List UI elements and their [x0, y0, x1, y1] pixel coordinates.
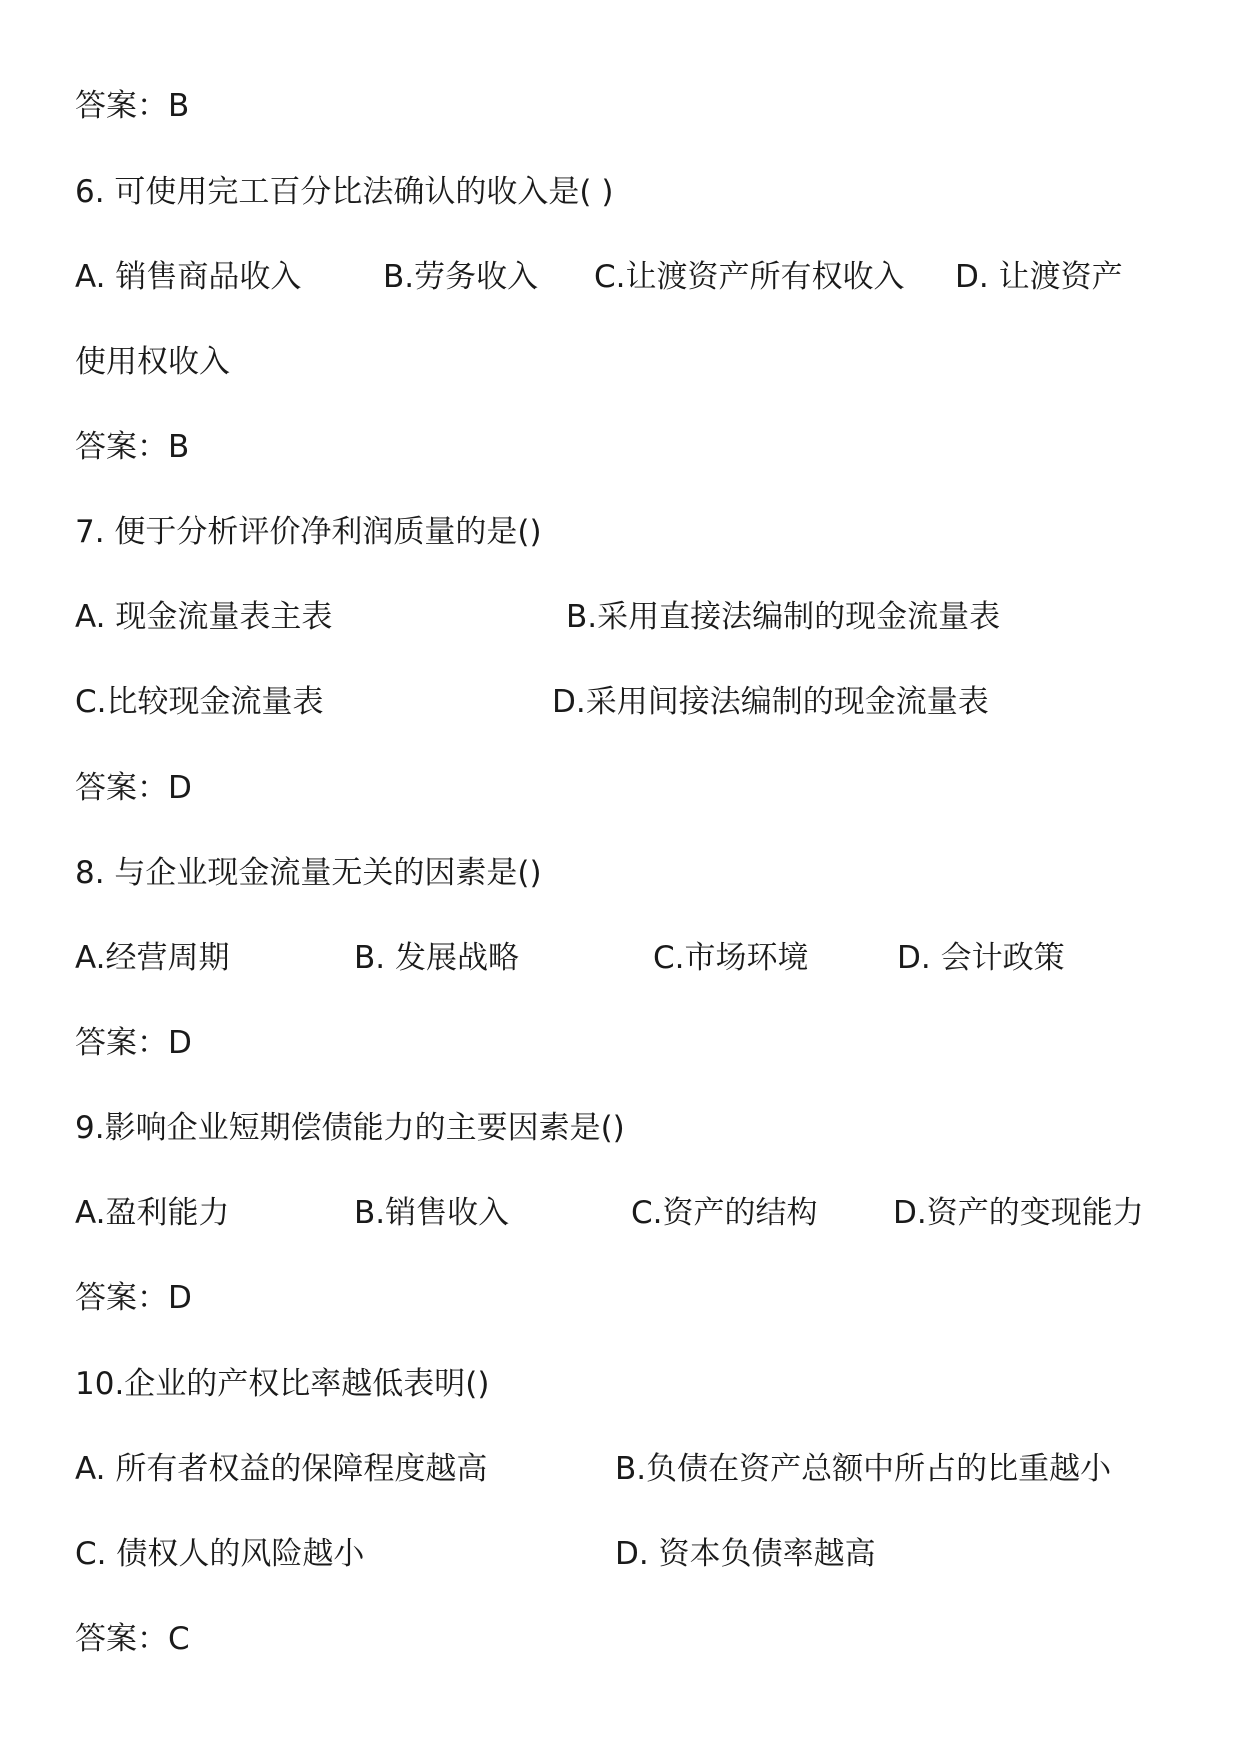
answer-q10: 答案：C	[75, 1621, 190, 1657]
question-7-options-row-2	[75, 682, 1175, 722]
option-d: D.资产的变现能力	[893, 1195, 1144, 1231]
option-a: A.盈利能力	[75, 1195, 230, 1231]
option-c: C. 债权人的风险越小	[75, 1536, 365, 1572]
option-c: C.资产的结构	[631, 1195, 818, 1231]
option-d: D. 会计政策	[897, 940, 1065, 976]
question-9-stem: 9.影响企业短期偿债能力的主要因素是()	[75, 1110, 625, 1146]
option-c: C.让渡资产所有权收入	[594, 259, 905, 295]
question-8-stem: 8. 与企业现金流量无关的因素是()	[75, 855, 542, 891]
question-7-stem: 7. 便于分析评价净利润质量的是()	[75, 514, 542, 550]
option-c: C.比较现金流量表	[75, 684, 324, 720]
question-10-options-row-2	[75, 1534, 1175, 1574]
question-6-stem: 6. 可使用完工百分比法确认的收入是( )	[75, 174, 614, 210]
option-d: D.采用间接法编制的现金流量表	[552, 684, 989, 720]
question-6-options	[75, 257, 1175, 297]
option-a: A. 现金流量表主表	[75, 599, 333, 635]
question-8-options	[75, 938, 1175, 978]
question-6-option-d-continuation: 使用权收入	[75, 344, 230, 380]
answer-q6: 答案：B	[75, 429, 190, 465]
answer-q8: 答案：D	[75, 1025, 192, 1061]
option-b: B. 发展战略	[354, 940, 519, 976]
option-a: A. 销售商品收入	[75, 259, 302, 295]
question-10-options-row-1	[75, 1449, 1175, 1489]
option-c: C.市场环境	[653, 940, 809, 976]
option-a: A. 所有者权益的保障程度越高	[75, 1451, 488, 1487]
option-b: B.采用直接法编制的现金流量表	[566, 599, 1001, 635]
question-9-options	[75, 1193, 1175, 1233]
question-7-options-row-1	[75, 597, 1175, 637]
option-b: B.劳务收入	[383, 259, 539, 295]
option-d: D. 资本负债率越高	[615, 1536, 876, 1572]
option-b: B.负债在资产总额中所占的比重越小	[615, 1451, 1112, 1487]
answer-q7: 答案：D	[75, 770, 192, 806]
question-10-stem: 10.企业的产权比率越低表明()	[75, 1366, 490, 1402]
option-a: A.经营周期	[75, 940, 230, 976]
option-d: D. 让渡资产	[955, 259, 1123, 295]
answer-q5: 答案：B	[75, 88, 190, 124]
answer-q9: 答案：D	[75, 1280, 192, 1316]
option-b: B.销售收入	[354, 1195, 510, 1231]
